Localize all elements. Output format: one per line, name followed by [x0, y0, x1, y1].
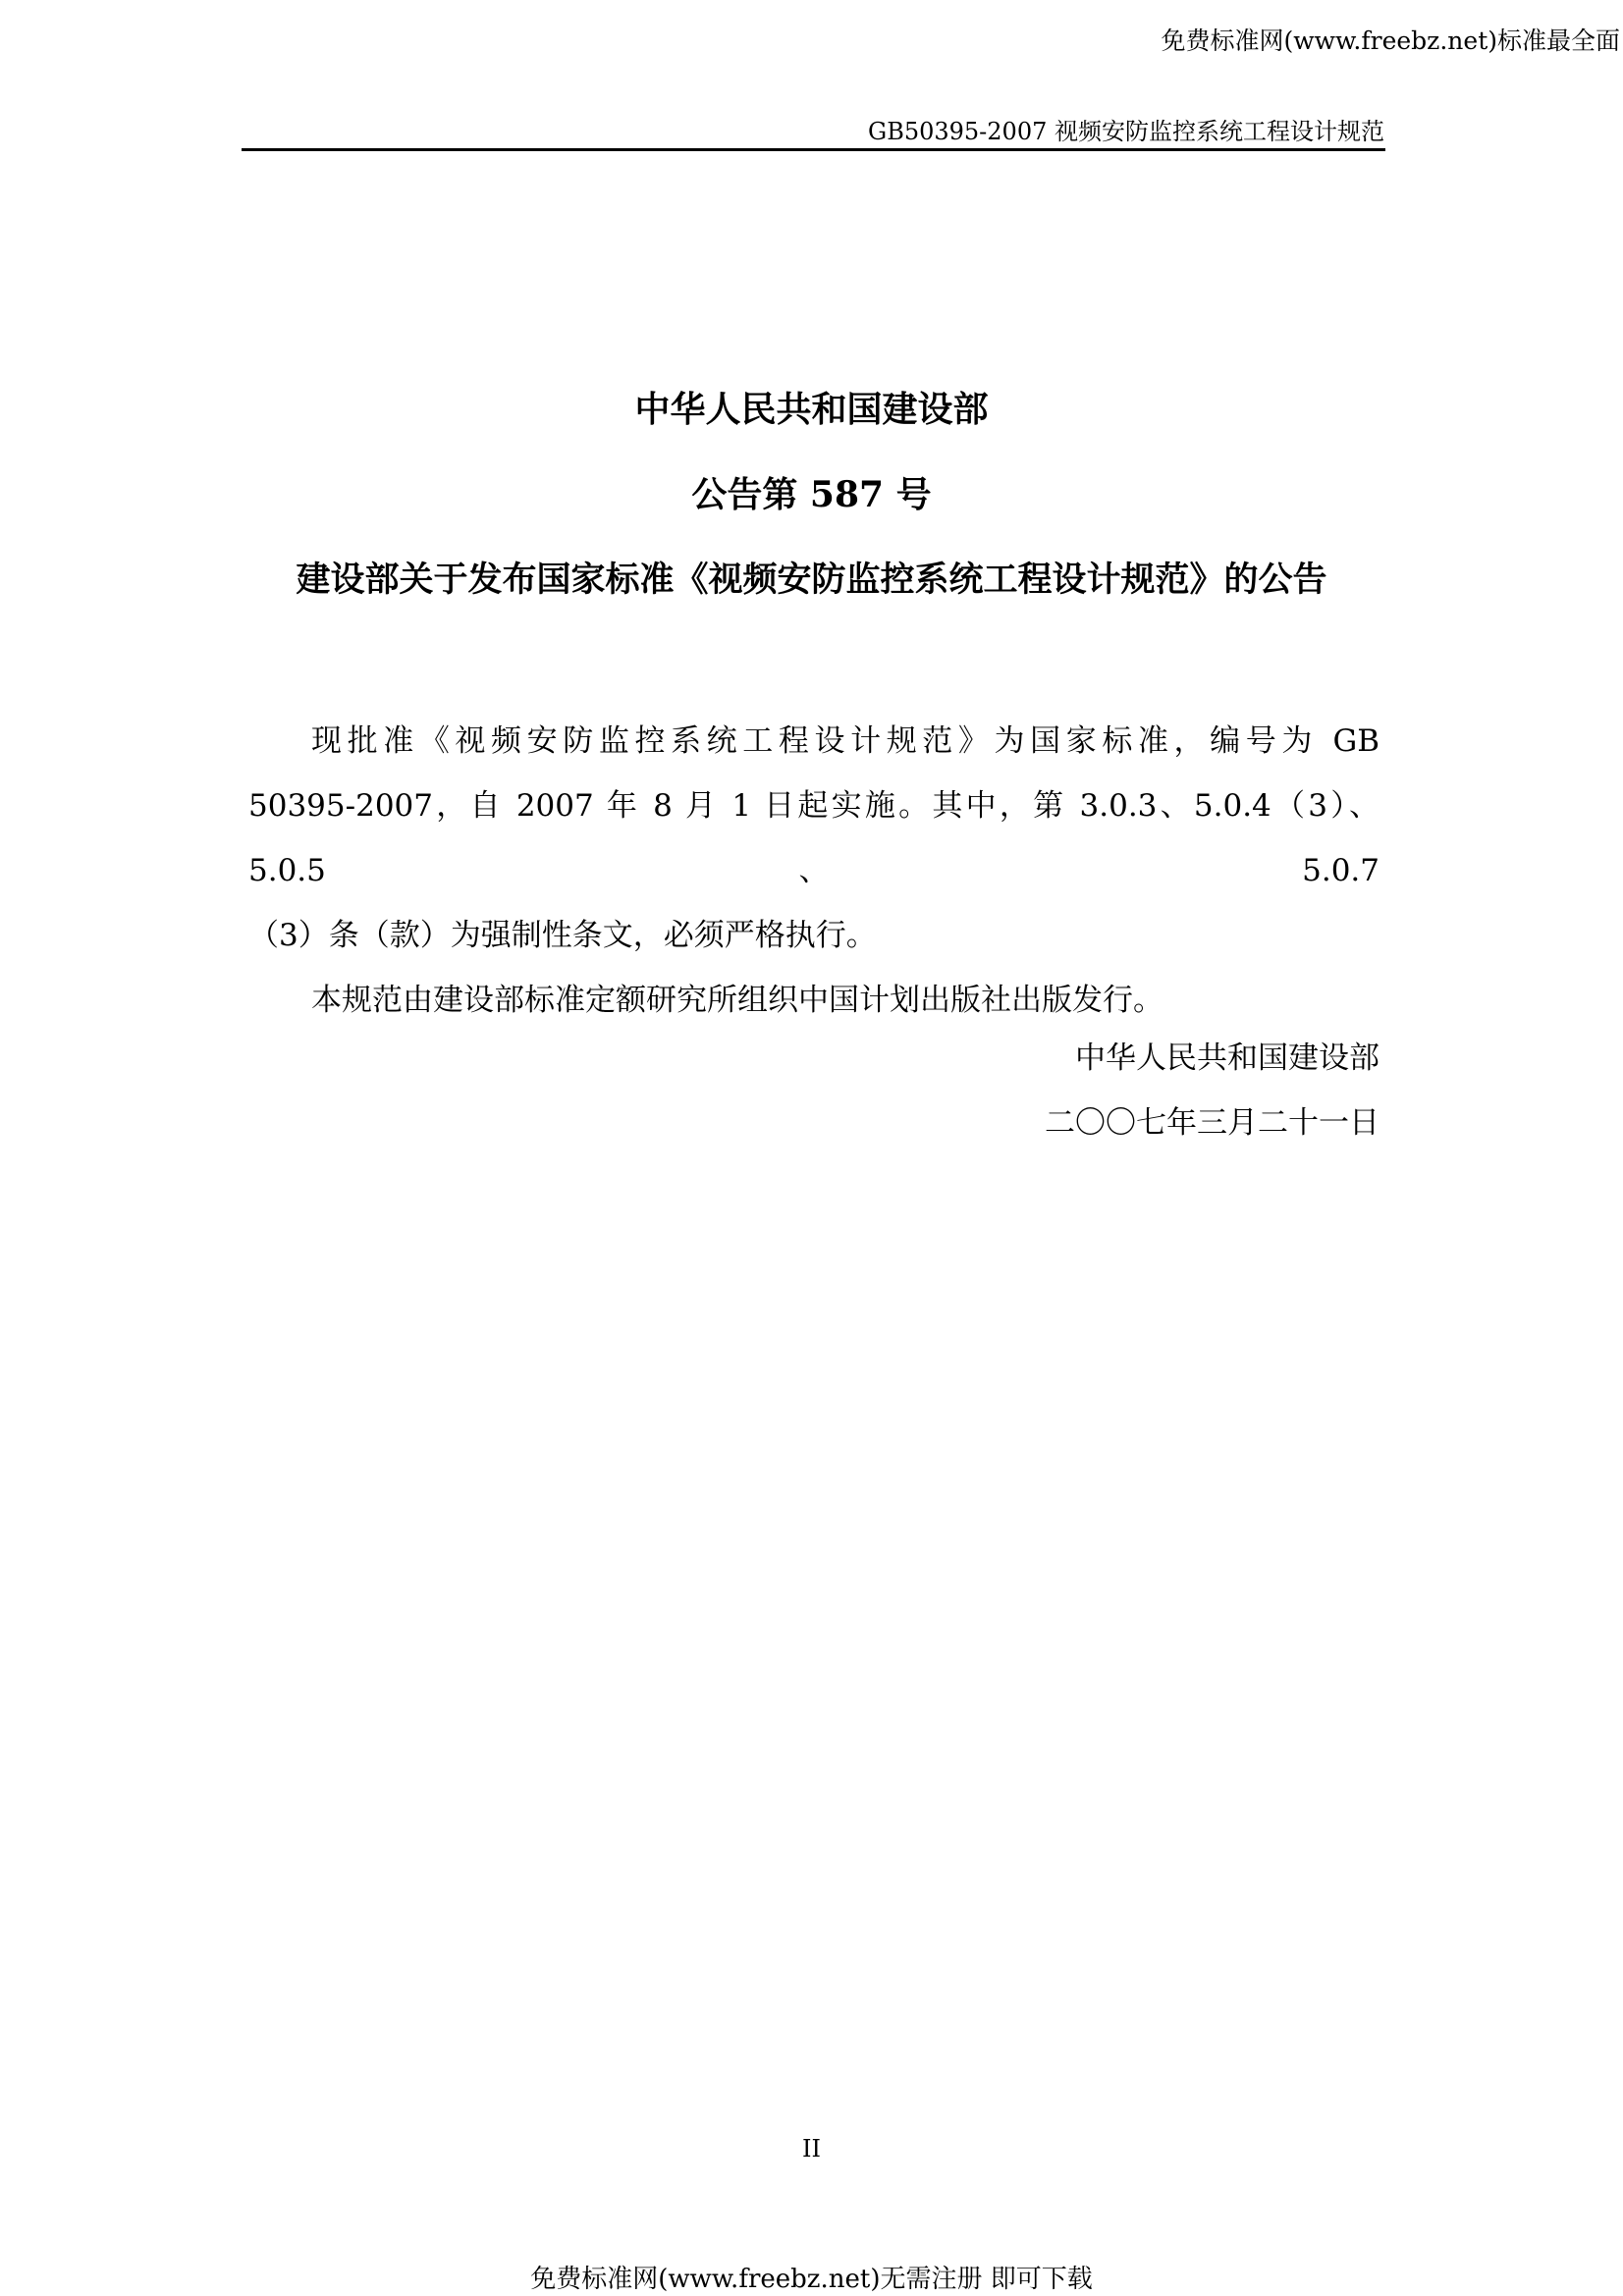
- body-paragraph-1-line-1: 现批准《视频安防监控系统工程设计规范》为国家标准，编号为 GB: [311, 723, 1380, 759]
- signature-organization: 中华人民共和国建设部: [1075, 1041, 1380, 1076]
- announcement-subject: 建设部关于发布国家标准《视频安防监控系统工程设计规范》的公告: [296, 560, 1327, 600]
- issuer-title: 中华人民共和国建设部: [634, 389, 989, 430]
- body-paragraph-1-line-3: （3）条（款）为强制性条文，必须严格执行。: [248, 918, 877, 953]
- body-paragraph-1-line-2: 50395-2007，自 2007 年 8 月 1 日起实施。其中，第 3.0.3、5.0.4（3）、5.0.5、5.0.7: [248, 788, 1380, 888]
- header-rule: [242, 148, 1385, 151]
- body-paragraph-2: 本规范由建设部标准定额研究所组织中国计划出版社出版发行。: [311, 983, 1163, 1018]
- announcement-number: 公告第 587 号: [691, 474, 932, 515]
- signature-date: 二〇〇七年三月二十一日: [1045, 1105, 1380, 1141]
- watermark-bottom: 免费标准网(www.freebz.net)无需注册 即可下载: [530, 2265, 1093, 2294]
- running-header-title: GB50395-2007 视频安防监控系统工程设计规范: [868, 118, 1384, 145]
- announcement-body: [248, 709, 1380, 1033]
- watermark-top: 免费标准网(www.freebz.net)标准最全面: [1161, 27, 1620, 55]
- page-number: II: [802, 2135, 821, 2163]
